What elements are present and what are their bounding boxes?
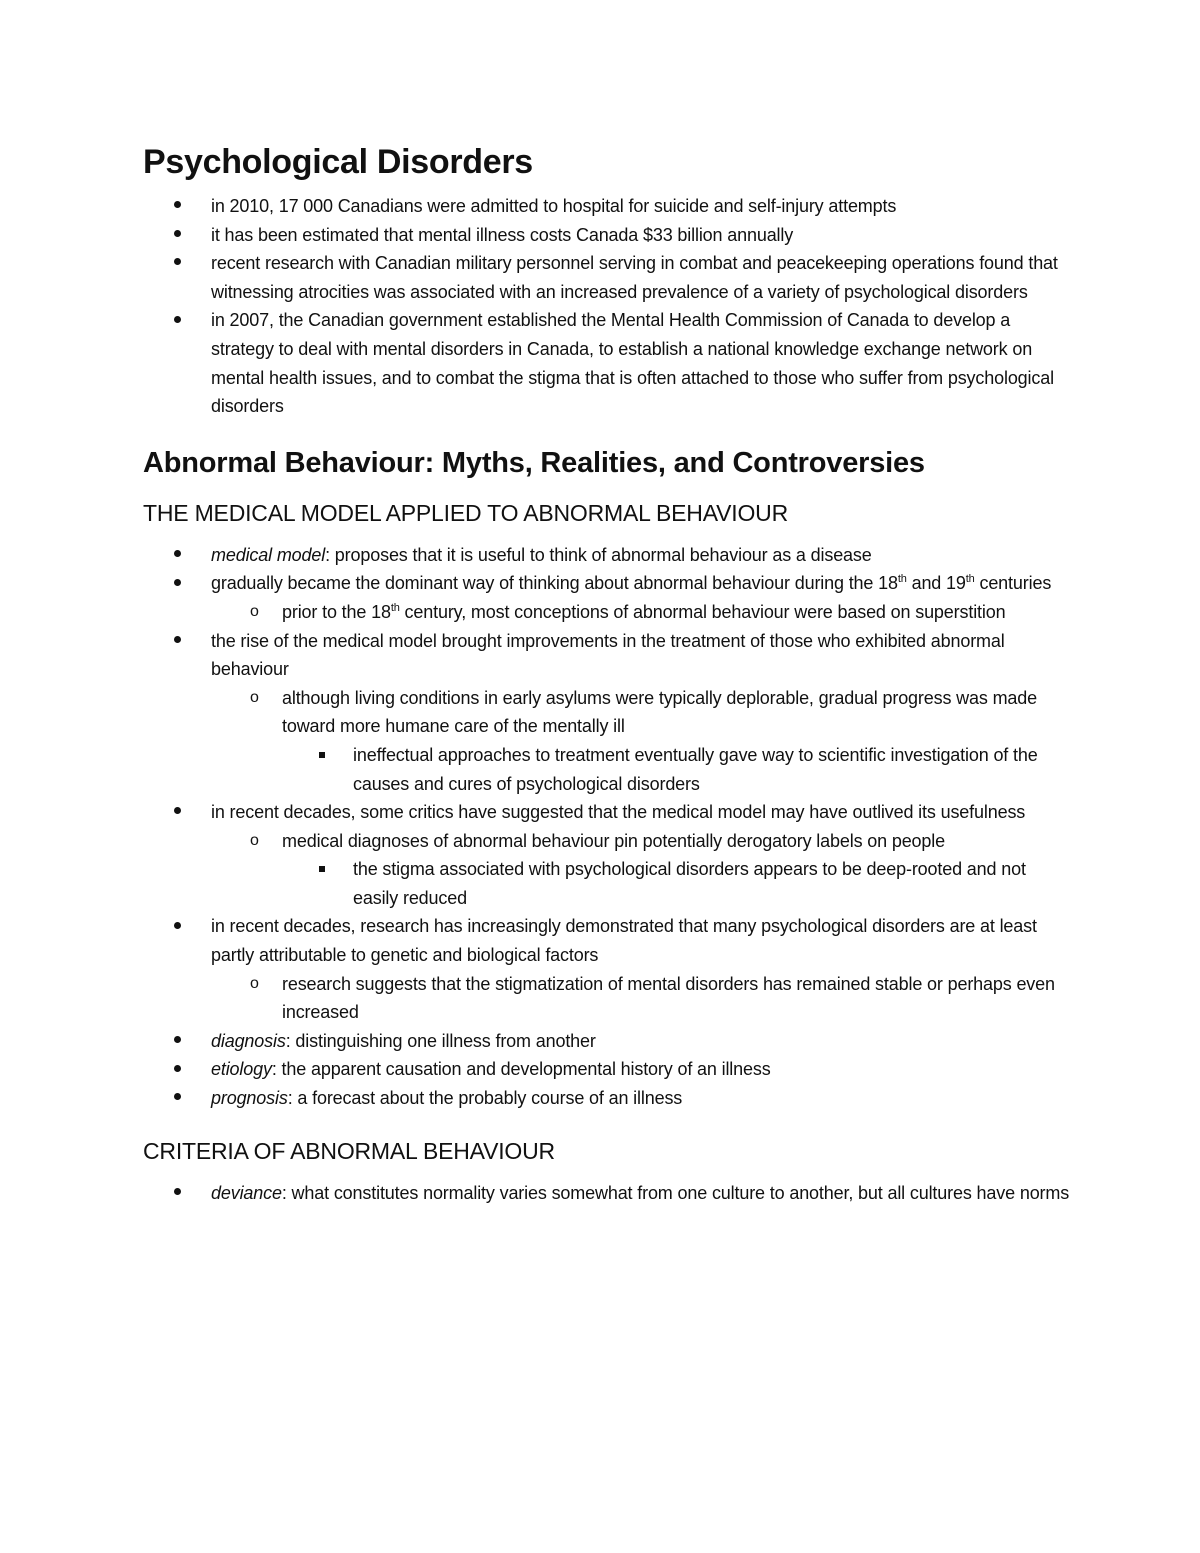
list-item: recent research with Canadian military personnel serving in combat and peacekeeping operations found that witnessing atrocities was associated with an increased prevalence of a variety of psychological disorders: [143, 249, 1073, 306]
bullet-icon: [174, 912, 181, 941]
term-prognosis: prognosis: [211, 1088, 288, 1109]
square-bullet-icon: [319, 741, 325, 770]
list-item: deviance: what constitutes normality varies somewhat from one culture to another, but all cultures have norms: [143, 1179, 1073, 1208]
bullet-icon: [174, 1179, 181, 1208]
section-title-psychological-disorders: Psychological Disorders: [143, 143, 533, 181]
medical-model-bullet-list: [143, 541, 1073, 1113]
circle-bullet-icon: o: [250, 974, 259, 992]
bullet-icon: [174, 306, 181, 335]
term-medical-model: medical model: [211, 544, 326, 565]
list-item: ineffectual approaches to treatment eventually gave way to scientific investigation of the causes and cures of psychological disorders: [143, 741, 1073, 798]
list-item: in 2007, the Canadian government established the Mental Health Commission of Canada to develop a strategy to deal with mental disorders in Canada, to establish a national knowledge exchange network on mental health issues, and to combat the stigma that is often attached to those who suffer from psychological disorders: [143, 306, 1073, 420]
criteria-bullet-list: [143, 1179, 1073, 1208]
list-item: it has been estimated that mental illness costs Canada $33 billion annually: [143, 221, 1073, 250]
list-item: medical model: proposes that it is useful to think of abnormal behaviour as a disease: [143, 541, 1073, 570]
list-item: the stigma associated with psychological disorders appears to be deep-rooted and not easily reduced: [143, 855, 1073, 912]
circle-bullet-icon: o: [250, 831, 259, 849]
list-item: the rise of the medical model brought improvements in the treatment of those who exhibited abnormal behaviour: [143, 627, 1073, 684]
subsection-title-medical-model: THE MEDICAL MODEL APPLIED TO ABNORMAL BEHAVIOUR: [143, 499, 788, 526]
term-deviance: deviance: [211, 1182, 282, 1203]
section-title-abnormal-behaviour: Abnormal Behaviour: Myths, Realities, and Controversies: [143, 446, 925, 479]
document-body: [143, 140, 1073, 1207]
list-item: o research suggests that the stigmatization of mental disorders has remained stable or perhaps even increased: [143, 970, 1073, 1027]
bullet-icon: [174, 798, 181, 827]
bullet-icon: [174, 1055, 181, 1084]
list-item: in 2010, 17 000 Canadians were admitted to hospital for suicide and self-injury attempts: [143, 192, 1073, 221]
list-item: in recent decades, some critics have suggested that the medical model may have outlived its usefulness: [143, 798, 1073, 827]
list-item: etiology: the apparent causation and developmental history of an illness: [143, 1055, 1073, 1084]
bullet-icon: [174, 221, 181, 250]
term-etiology: etiology: [211, 1059, 272, 1080]
bullet-icon: [174, 192, 181, 221]
term-diagnosis: diagnosis: [211, 1030, 286, 1051]
list-item: o although living conditions in early asylums were typically deplorable, gradual progress was made toward more humane care of the mentally ill: [143, 684, 1073, 741]
bullet-icon: [174, 249, 181, 278]
bullet-icon: [174, 627, 181, 656]
bullet-icon: [174, 1084, 181, 1113]
list-item: diagnosis: distinguishing one illness from another: [143, 1027, 1073, 1056]
list-item: prognosis: a forecast about the probably course of an illness: [143, 1084, 1073, 1113]
bullet-icon: [174, 1027, 181, 1056]
circle-bullet-icon: o: [250, 602, 259, 620]
list-item: in recent decades, research has increasingly demonstrated that many psychological disorders are at least partly attributable to genetic and biological factors: [143, 912, 1073, 969]
list-item: o prior to the 18th century, most conceptions of abnormal behaviour were based on superstition: [143, 598, 1073, 627]
bullet-icon: [174, 541, 181, 570]
square-bullet-icon: [319, 855, 325, 884]
intro-bullet-list: [143, 192, 1073, 421]
list-item: o medical diagnoses of abnormal behaviour pin potentially derogatory labels on people: [143, 827, 1073, 856]
bullet-icon: [174, 569, 181, 598]
circle-bullet-icon: o: [250, 688, 259, 706]
list-item: gradually became the dominant way of thinking about abnormal behaviour during the 18th and 19th centuries: [143, 569, 1073, 598]
subsection-title-criteria: CRITERIA OF ABNORMAL BEHAVIOUR: [143, 1137, 555, 1164]
